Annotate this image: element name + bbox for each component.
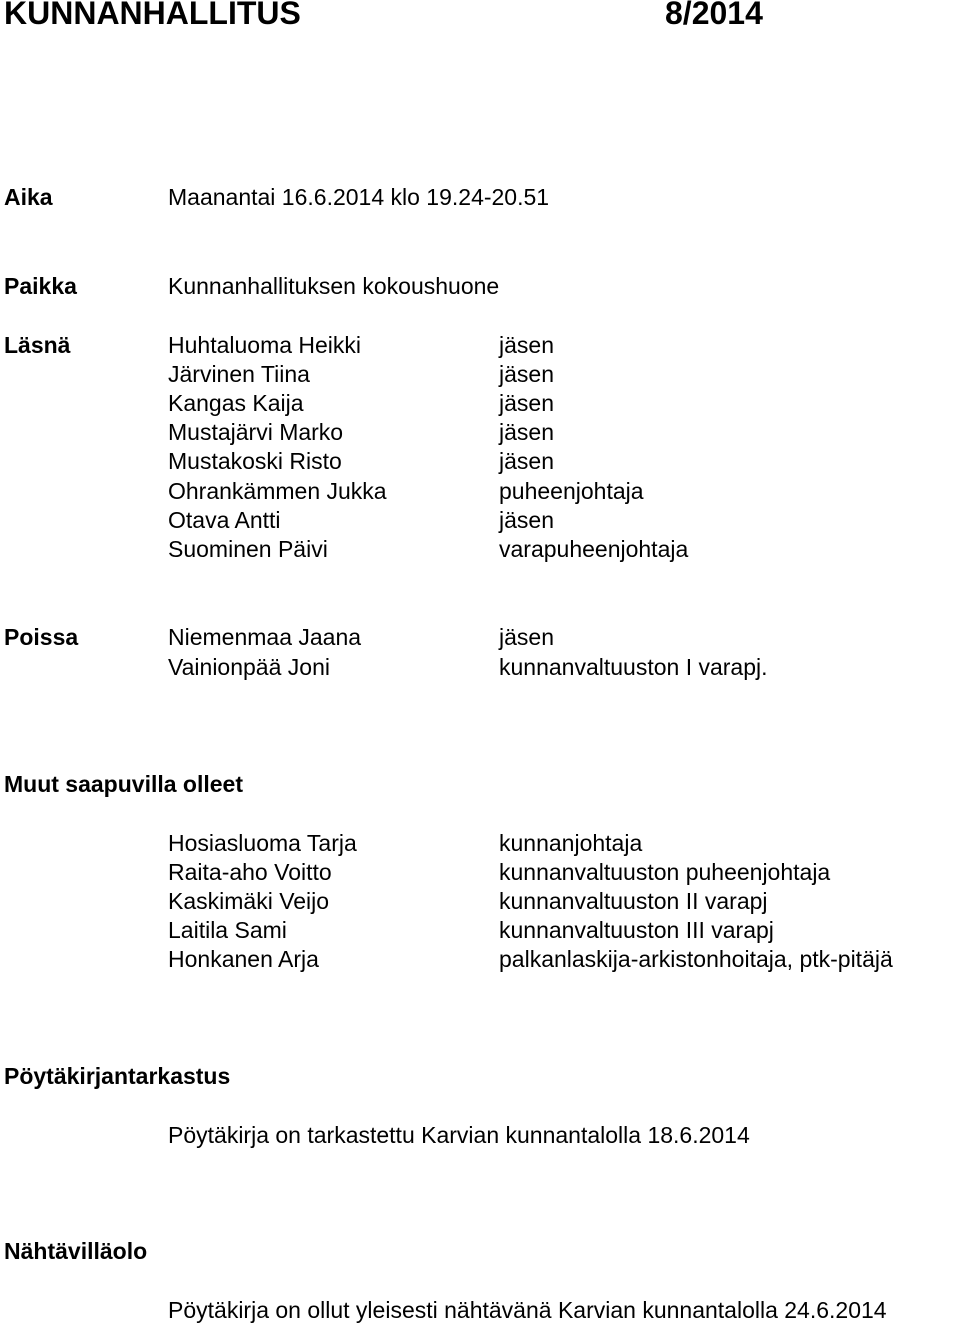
lasna-label: Läsnä: [4, 332, 71, 358]
poissa-label: Poissa: [4, 624, 79, 650]
lasna-role: varapuheenjohtaja: [499, 536, 689, 562]
nahtavilla-text: Pöytäkirja on ollut yleisesti nähtävänä Karvian kunnantalolla 24.6.2014: [168, 1297, 887, 1323]
poissa-role: kunnanvaltuuston I varapj.: [499, 654, 768, 680]
muut-name: Laitila Sami: [168, 917, 287, 943]
muut-name: Hosiasluoma Tarja: [168, 830, 357, 856]
muut-role: palkanlaskija-arkistonhoitaja, ptk-pitäjä: [499, 946, 893, 972]
aika-value: Maanantai 16.6.2014 klo 19.24-20.51: [168, 184, 550, 210]
lasna-role: jäsen: [499, 361, 554, 387]
aika-label: Aika: [4, 184, 53, 210]
muut-role: kunnanvaltuuston II varapj: [499, 888, 768, 914]
lasna-name: Ohrankämmen Jukka: [168, 478, 387, 504]
lasna-role: jäsen: [499, 390, 554, 416]
lasna-name: Mustajärvi Marko: [168, 419, 344, 445]
lasna-name: Huhtaluoma Heikki: [168, 332, 362, 358]
muut-role: kunnanjohtaja: [499, 830, 643, 856]
lasna-role: jäsen: [499, 419, 554, 445]
muut-role: kunnanvaltuuston III varapj: [499, 917, 774, 943]
muut-label: Muut saapuvilla olleet: [4, 771, 243, 797]
lasna-role: jäsen: [499, 507, 554, 533]
muut-role: kunnanvaltuuston puheenjohtaja: [499, 859, 831, 885]
lasna-name: Otava Antti: [168, 507, 281, 533]
lasna-name: Suominen Päivi: [168, 536, 328, 562]
poissa-role: jäsen: [499, 624, 554, 650]
tarkastus-text: Pöytäkirja on tarkastettu Karvian kunnantalolla 18.6.2014: [168, 1122, 750, 1148]
muut-name: Kaskimäki Veijo: [168, 888, 330, 914]
muut-name: Raita-aho Voitto: [168, 859, 332, 885]
nahtavilla-label: Nähtävilläolo: [4, 1238, 148, 1264]
poissa-name: Vainionpää Joni: [168, 654, 330, 680]
paikka-label: Paikka: [4, 273, 77, 299]
document-title: KUNNANHALLITUS: [4, 0, 301, 31]
lasna-name: Mustakoski Risto: [168, 448, 342, 474]
lasna-name: Järvinen Tiina: [168, 361, 310, 387]
tarkastus-label: Pöytäkirjantarkastus: [4, 1063, 231, 1089]
meeting-number: 8/2014: [665, 0, 763, 31]
lasna-role: jäsen: [499, 332, 554, 358]
muut-name: Honkanen Arja: [168, 946, 319, 972]
lasna-name: Kangas Kaija: [168, 390, 304, 416]
lasna-role: puheenjohtaja: [499, 478, 644, 504]
poissa-name: Niemenmaa Jaana: [168, 624, 362, 650]
paikka-value: Kunnanhallituksen kokoushuone: [168, 273, 500, 299]
lasna-role: jäsen: [499, 448, 554, 474]
